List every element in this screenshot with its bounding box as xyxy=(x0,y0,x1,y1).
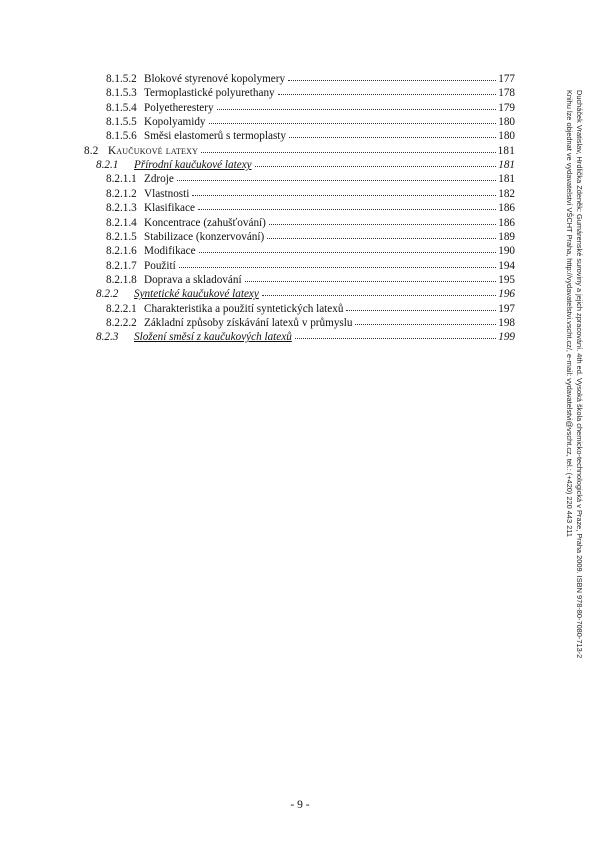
toc-entry-number: 8.2.1.1 xyxy=(106,173,137,186)
toc-leader-dots xyxy=(201,142,496,153)
toc-leader-dots xyxy=(262,285,496,296)
toc-leader-dots xyxy=(269,214,496,225)
toc-entry-number: 8.2.1 xyxy=(96,159,119,172)
toc-entry-number: 8.2 xyxy=(84,144,99,157)
toc-leader-dots xyxy=(192,185,496,196)
toc-leader-dots xyxy=(346,300,496,311)
toc-entry-number: 8.1.5.5 xyxy=(106,116,137,129)
toc-entry-title: Zdroje xyxy=(144,173,174,186)
toc-entry-title: Koncentrace (zahušťování) xyxy=(144,216,266,229)
toc-leader-dots xyxy=(217,99,497,110)
toc-entry-number: 8.2.3 xyxy=(96,331,119,344)
toc-leader-dots xyxy=(245,271,497,282)
toc-entry-number: 8.1.5.2 xyxy=(106,73,137,85)
side-note-order-info: Knihu lze objednat ve vydavatelství VŠCHT Praha, http://vydavatelstvi.vscht.cz/, e-mail: vydavatelstvi@vscht.cz, tel.: (+420) 220 443 211 xyxy=(565,90,574,537)
toc-entry[interactable] xyxy=(106,301,515,315)
toc-entry-number: 8.1.5.4 xyxy=(106,101,137,114)
toc-leader-dots xyxy=(267,228,496,239)
toc-entry[interactable] xyxy=(106,100,515,114)
toc-entry-page: 196 xyxy=(498,288,515,301)
toc-entry-number: 8.2.1.4 xyxy=(106,216,137,229)
toc-entry-title: Polyetherestery xyxy=(144,101,214,114)
toc-entry[interactable] xyxy=(106,186,515,200)
toc-entry[interactable] xyxy=(106,114,515,128)
toc-entry-number: 8.2.1.3 xyxy=(106,202,137,215)
toc-entry-page: 179 xyxy=(498,101,515,114)
toc-entry[interactable] xyxy=(106,258,515,272)
toc-entry-page: 197 xyxy=(498,302,515,315)
toc-leader-dots xyxy=(289,127,496,138)
toc-entry-number: 8.1.5.6 xyxy=(106,130,137,143)
toc-leader-dots xyxy=(288,70,496,81)
toc-leader-dots xyxy=(295,328,496,339)
toc-entry-title: Doprava a skladování xyxy=(144,273,242,286)
toc-entry-page: 177 xyxy=(498,73,515,85)
toc-entry[interactable] xyxy=(106,85,515,99)
toc-entry-title: Blokové styrenové kopolymery xyxy=(144,73,286,85)
toc-entry[interactable] xyxy=(106,272,515,286)
toc-leader-dots xyxy=(209,113,497,124)
toc-entry[interactable] xyxy=(106,200,515,214)
toc-entry-page: 194 xyxy=(498,259,515,272)
toc-entry-title: Klasifikace xyxy=(144,202,195,215)
toc-entry[interactable] xyxy=(96,329,515,343)
toc-entry-page: 181 xyxy=(498,159,515,172)
toc-entry[interactable] xyxy=(106,128,515,142)
toc-entry[interactable] xyxy=(106,315,515,329)
toc-leader-dots xyxy=(179,257,497,268)
side-note-citation: Ducháček Vratislav, Hrdlička Zdeněk: Gumárenské suroviny a jejich zpracování. 4th ed. Vysoká škola chemicko-technologická v Praze, Praha 2009. ISBN 978-80-7080-713-2 xyxy=(575,90,584,659)
toc-entry-title: Kopolyamidy xyxy=(144,116,206,129)
toc-entry[interactable] xyxy=(96,157,515,171)
toc-entry-page: 186 xyxy=(498,216,515,229)
toc-leader-dots xyxy=(177,170,496,181)
toc-entry-number: 8.2.2.1 xyxy=(106,302,137,315)
toc-entry-number: 8.2.1.8 xyxy=(106,273,137,286)
toc-entry-page: 190 xyxy=(498,245,515,258)
toc-entry[interactable] xyxy=(84,143,515,157)
toc-entry-title: Směsi elastomerů s termoplasty xyxy=(144,130,286,143)
toc-entry-title: Modifikace xyxy=(144,245,196,258)
toc-entry-page: 198 xyxy=(498,316,515,329)
toc-entry-title: Vlastnosti xyxy=(144,187,190,200)
toc-leader-dots xyxy=(199,242,497,253)
toc-entry-title: Syntetické kaučukové latexy xyxy=(134,288,259,301)
toc-entry-title: Charakteristika a použití syntetických latexů xyxy=(144,302,344,315)
toc-entry-page: 180 xyxy=(498,116,515,129)
toc-entry-page: 180 xyxy=(498,130,515,143)
toc-entry-page: 181 xyxy=(498,173,515,186)
toc-entry-number: 8.2.2.2 xyxy=(106,316,137,329)
toc-entry-title: Přírodní kaučukové latexy xyxy=(134,159,252,172)
toc-entry-title: Stabilizace (konzervování) xyxy=(144,230,265,243)
toc-leader-dots xyxy=(255,156,497,167)
toc-entry[interactable] xyxy=(106,243,515,257)
toc-entry-page: 199 xyxy=(498,331,515,344)
toc-entry-number: 8.2.1.6 xyxy=(106,245,137,258)
toc-entry[interactable] xyxy=(106,215,515,229)
toc-entry-page: 189 xyxy=(498,230,515,243)
toc-entry-title: Kaučukové latexy xyxy=(108,144,199,157)
toc-entry-number: 8.2.2 xyxy=(96,288,119,301)
toc-leader-dots xyxy=(198,199,496,210)
page-number: - 9 - xyxy=(290,799,310,811)
toc-entry-page: 181 xyxy=(497,144,515,157)
toc-entry-page: 182 xyxy=(498,187,515,200)
publisher-side-note xyxy=(564,90,584,658)
toc-entry-page: 178 xyxy=(498,87,515,100)
toc-entry-number: 8.2.1.5 xyxy=(106,230,137,243)
toc-entry-page: 186 xyxy=(498,202,515,215)
toc-entry-number: 8.2.1.7 xyxy=(106,259,137,272)
toc-entry-page: 195 xyxy=(498,273,515,286)
toc-entry[interactable] xyxy=(106,71,515,85)
toc-entry[interactable] xyxy=(96,286,515,300)
toc-leader-dots xyxy=(355,314,496,325)
toc-entry-title: Termoplastické polyurethany xyxy=(144,87,275,100)
toc-entry-title: Použití xyxy=(144,259,176,272)
toc-entry-title: Složení směsí z kaučukových latexů xyxy=(134,331,292,344)
toc-entry[interactable] xyxy=(106,229,515,243)
toc-entry-title: Základní způsoby získávání latexů v průmyslu xyxy=(144,316,353,329)
toc-entry[interactable] xyxy=(106,171,515,185)
toc-leader-dots xyxy=(278,84,497,95)
toc-entry-number: 8.1.5.3 xyxy=(106,87,137,100)
toc-entry-number: 8.2.1.2 xyxy=(106,187,137,200)
